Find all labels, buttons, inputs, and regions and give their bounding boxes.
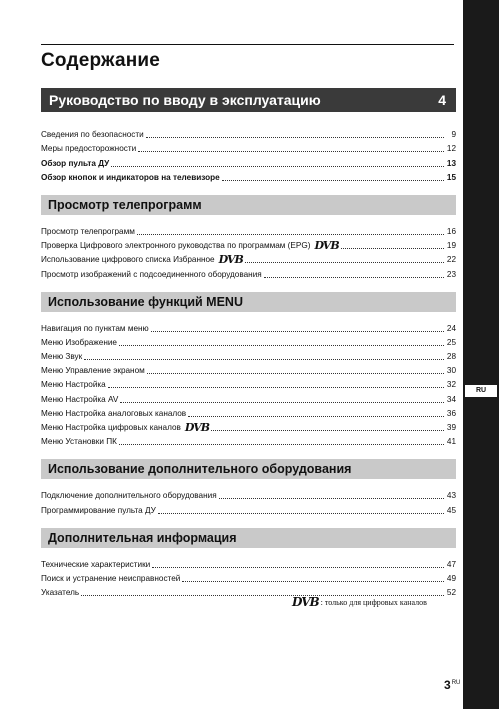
toc-entry-label <box>41 588 79 598</box>
toc-entry-text: Меню Настройка цифровых каналов <box>41 423 181 432</box>
toc-entry-label <box>41 227 135 237</box>
dot-leader <box>182 581 444 582</box>
toc-entry[interactable] <box>41 348 456 362</box>
toc-entry-text: Обзор кнопок и индикаторов на телевизоре <box>41 172 220 182</box>
dot-leader <box>138 151 444 152</box>
toc-entry-page: 32 <box>446 380 456 390</box>
toc-entry-page: 36 <box>446 408 456 418</box>
toc-entry-text: Меню Изображение <box>41 337 117 347</box>
footnote-text: : только для цифровых каналов <box>320 597 427 607</box>
toc-entry-label <box>41 409 186 419</box>
table-of-contents <box>41 88 456 598</box>
toc-entry-page: 43 <box>446 491 456 501</box>
toc-entry-text: Обзор пульта ДУ <box>41 158 110 168</box>
toc-entry-text: Подключение дополнительного оборудования <box>41 491 217 501</box>
toc-entry-label <box>41 144 136 154</box>
section-header[interactable]: Использование функций MENU <box>41 292 456 312</box>
toc-entry[interactable] <box>41 405 456 419</box>
toc-entry-label <box>41 437 117 447</box>
toc-entry[interactable] <box>41 419 456 433</box>
dot-leader <box>158 513 444 514</box>
toc-entry-text: Сведения по безопасности <box>41 130 144 140</box>
toc-entry-text: Меню Настройка AV <box>41 394 119 404</box>
page-number-suffix: RU <box>451 680 461 686</box>
toc-entry[interactable] <box>41 320 456 334</box>
dot-leader <box>245 262 444 263</box>
toc-entry[interactable] <box>41 570 456 584</box>
toc-entry-text: Меню Управление экраном <box>41 366 145 376</box>
toc-entry-page: 49 <box>446 573 456 583</box>
dot-leader <box>341 248 444 249</box>
dot-leader <box>119 444 444 445</box>
toc-entry-page: 12 <box>446 144 456 154</box>
toc-entry-label <box>41 338 117 348</box>
toc-entry[interactable] <box>41 556 456 570</box>
page-title: Содержание <box>41 50 161 71</box>
dot-leader <box>151 331 444 332</box>
dot-leader <box>120 402 444 403</box>
toc-entry-text: Просмотр изображений с подсоединенного оборудования <box>41 269 262 279</box>
toc-entry-page: 9 <box>451 130 456 140</box>
dot-leader <box>108 387 444 388</box>
toc-entry-label <box>41 241 339 251</box>
toc-entry-page: 16 <box>446 226 456 236</box>
toc-entry-label <box>41 574 180 584</box>
toc-entry-label <box>41 560 150 570</box>
dot-leader <box>188 416 444 417</box>
dot-leader <box>111 166 444 167</box>
toc-entry-label <box>41 255 243 265</box>
toc-entry-text: Проверка Цифрового электронного руководства по программам (EPG) <box>41 241 311 251</box>
toc-entry-page: 52 <box>446 588 456 598</box>
toc-entry-page: 34 <box>446 394 456 404</box>
page-number <box>444 678 460 692</box>
dot-leader <box>81 595 444 596</box>
dvb-logo-icon: DVB <box>314 239 339 253</box>
toc-entry-page: 28 <box>446 352 456 362</box>
main-section-header[interactable] <box>41 88 456 112</box>
toc-entry[interactable] <box>41 237 456 251</box>
main-section-title: Руководство по вводу в эксплуатацию <box>49 92 321 108</box>
main-section-page: 4 <box>438 92 446 108</box>
page-number-value: 3 <box>444 678 451 692</box>
toc-entry[interactable] <box>41 501 456 515</box>
toc-entry-text: Поиск и устранение неисправностей <box>41 573 181 583</box>
toc-entry-text: Меры предосторожности <box>41 144 137 154</box>
toc-entry-page: 13 <box>446 158 456 168</box>
dot-leader <box>146 137 444 138</box>
toc-entry-page: 45 <box>446 505 456 515</box>
intro-toc-list <box>41 126 456 183</box>
toc-entry-label <box>41 506 156 516</box>
dot-leader <box>219 498 444 499</box>
toc-entry[interactable] <box>41 169 456 183</box>
toc-entry-page: 25 <box>446 337 456 347</box>
toc-entry-label <box>41 380 106 390</box>
toc-entry-label <box>41 395 118 405</box>
toc-entry-label <box>41 270 262 280</box>
section-header[interactable]: Просмотр телепрограмм <box>41 195 456 215</box>
toc-entry-text: Указатель <box>41 588 80 598</box>
toc-entry-text: Просмотр телепрограмм <box>41 226 135 236</box>
dot-leader <box>137 234 444 235</box>
toc-entry[interactable] <box>41 334 456 348</box>
toc-entry-label <box>41 324 149 334</box>
toc-entry[interactable] <box>41 140 456 154</box>
toc-entry-text: Меню Настройка аналоговых каналов <box>41 408 187 418</box>
dvb-logo-icon: DVB <box>184 421 210 434</box>
toc-entry-page: 22 <box>446 255 456 265</box>
toc-entry[interactable] <box>41 265 456 279</box>
dvb-logo-icon: DVB <box>218 253 243 267</box>
toc-entry-text: Использование цифрового списка Избранное <box>41 255 215 265</box>
toc-entry[interactable] <box>41 154 456 168</box>
toc-entry[interactable] <box>41 362 456 376</box>
toc-entry-label <box>41 159 109 169</box>
dot-leader <box>222 180 444 181</box>
dot-leader <box>84 359 444 360</box>
toc-sections <box>41 195 456 598</box>
toc-entry[interactable] <box>41 251 456 265</box>
toc-entry[interactable] <box>41 223 456 237</box>
toc-entry-label <box>41 173 220 183</box>
dot-leader <box>152 567 444 568</box>
toc-entry-page: 39 <box>446 423 456 432</box>
toc-entry-page: 24 <box>446 323 456 333</box>
toc-entry-label <box>41 366 145 376</box>
toc-entry-label <box>41 130 144 140</box>
language-tab-label: RU <box>465 385 497 397</box>
dot-leader <box>264 277 444 278</box>
section-header[interactable]: Использование дополнительного оборудования <box>41 459 456 479</box>
toc-entry-label <box>41 491 217 501</box>
toc-entry-label <box>41 423 209 433</box>
toc-entry[interactable] <box>41 390 456 404</box>
toc-entry[interactable] <box>41 433 456 447</box>
toc-entry[interactable] <box>41 126 456 140</box>
toc-entry-text: Меню Звук <box>41 352 83 362</box>
toc-entry-text: Меню Настройка <box>41 380 106 390</box>
section-header[interactable]: Дополнительная информация <box>41 528 456 548</box>
toc-entry[interactable] <box>41 584 456 598</box>
toc-entry-page: 19 <box>446 241 456 251</box>
toc-entry-page: 47 <box>446 559 456 569</box>
side-tab <box>463 0 499 709</box>
toc-entry-page: 41 <box>446 437 456 447</box>
dot-leader <box>119 345 444 346</box>
toc-entry-text: Меню Установки ПК <box>41 437 117 447</box>
toc-entry[interactable] <box>41 487 456 501</box>
toc-entry-page: 30 <box>446 366 456 376</box>
toc-entry[interactable] <box>41 376 456 390</box>
toc-entry-text: Программирование пульта ДУ <box>41 505 156 515</box>
toc-entry-page: 23 <box>446 269 456 279</box>
toc-entry-text: Технические характеристики <box>41 559 151 569</box>
toc-entry-text: Навигация по пунктам меню <box>41 323 149 333</box>
toc-entry-page: 15 <box>446 172 456 182</box>
dvb-footnote <box>292 597 427 607</box>
dot-leader <box>211 430 444 431</box>
toc-entry-label <box>41 352 82 362</box>
dvb-logo-icon: DVB <box>292 595 319 609</box>
top-rule <box>41 44 454 45</box>
dot-leader <box>147 373 444 374</box>
